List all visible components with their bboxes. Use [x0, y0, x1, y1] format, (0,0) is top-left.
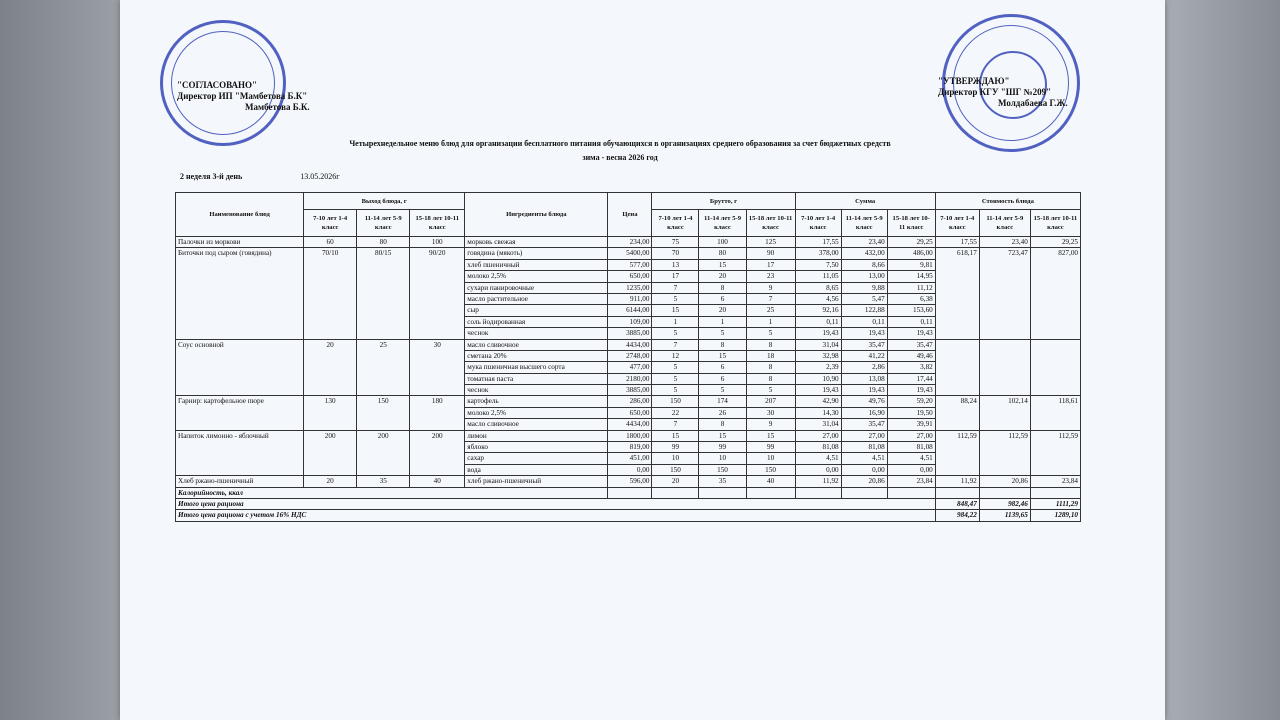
approval-right-position: Директор КГУ "ШГ №209" [938, 87, 1052, 97]
ingredient-sum: 14,95 [887, 271, 935, 282]
ingredient-sum: 35,47 [887, 339, 935, 350]
ingredient-gross: 90 [746, 248, 795, 259]
ingredient-name: сахар [465, 453, 608, 464]
ingredient-sum: 19,43 [887, 385, 935, 396]
dish-name: Палочки из моркови [176, 237, 304, 248]
ingredient-gross: 99 [652, 442, 699, 453]
ingredient-sum: 0,11 [841, 316, 887, 327]
dish-yield: 130 [304, 396, 357, 430]
ingredient-gross: 8 [699, 339, 746, 350]
ingredient-gross: 6 [699, 293, 746, 304]
dish-cost: 88,24 [935, 396, 979, 430]
ingredient-sum: 9,81 [887, 259, 935, 270]
ingredient-sum: 5,47 [841, 293, 887, 304]
ingredient-gross: 15 [652, 305, 699, 316]
ingredient-sum: 27,00 [887, 430, 935, 441]
header-dish-name: Наименование блюд [176, 193, 304, 237]
approval-left-block [177, 80, 310, 113]
ingredient-sum: 13,08 [841, 373, 887, 384]
ingredient-sum: 17,55 [795, 237, 841, 248]
ingredient-sum: 49,46 [887, 350, 935, 361]
table-row [176, 339, 1081, 350]
dish-cost: 112,59 [1030, 430, 1080, 476]
ingredient-price: 577,00 [608, 259, 652, 270]
ingredient-price: 650,00 [608, 271, 652, 282]
ingredient-sum: 23,84 [887, 476, 935, 487]
ingredient-sum: 153,60 [887, 305, 935, 316]
ingredient-sum: 14,30 [795, 407, 841, 418]
ingredient-gross: 8 [699, 419, 746, 430]
dish-yield: 30 [410, 339, 465, 396]
table-row [176, 396, 1081, 407]
ingredient-name: лимон [465, 430, 608, 441]
ingredient-sum: 20,86 [841, 476, 887, 487]
dish-yield: 200 [357, 430, 410, 476]
header-ingredients: Ингредиенты блюда [465, 193, 608, 237]
menu-date: 13.05.2026г [300, 172, 340, 181]
ingredient-name: чеснок [465, 385, 608, 396]
calories-label: Калорийность, ккал [176, 487, 608, 498]
ingredient-name: томатная паста [465, 373, 608, 384]
ingredient-sum: 3,82 [887, 362, 935, 373]
ingredient-name: соль йодированная [465, 316, 608, 327]
ingredient-gross: 174 [699, 396, 746, 407]
ingredient-gross: 23 [746, 271, 795, 282]
ingredient-gross: 20 [699, 305, 746, 316]
dish-name: Биточки под сыром (говядина) [176, 248, 304, 339]
ingredient-sum: 19,43 [841, 385, 887, 396]
ingredient-gross: 207 [746, 396, 795, 407]
ingredient-sum: 10,90 [795, 373, 841, 384]
total-value: 1111,29 [1030, 498, 1080, 509]
dish-yield: 150 [357, 396, 410, 430]
dish-yield: 200 [304, 430, 357, 476]
ingredient-gross: 99 [699, 442, 746, 453]
ingredient-sum: 11,12 [887, 282, 935, 293]
ingredient-gross: 150 [746, 464, 795, 475]
ingredient-gross: 5 [652, 362, 699, 373]
ingredient-name: сыр [465, 305, 608, 316]
ingredient-gross: 18 [746, 350, 795, 361]
ingredient-sum: 486,00 [887, 248, 935, 259]
ingredient-sum: 4,51 [887, 453, 935, 464]
ingredient-sum: 0,11 [887, 316, 935, 327]
ingredient-price: 0,00 [608, 464, 652, 475]
ingredient-sum: 81,08 [887, 442, 935, 453]
ingredient-gross: 5 [652, 373, 699, 384]
menu-table-body [176, 237, 1081, 488]
dish-yield: 90/20 [410, 248, 465, 339]
ingredient-price: 1235,00 [608, 282, 652, 293]
dish-yield: 80/15 [357, 248, 410, 339]
ingredient-sum: 2,86 [841, 362, 887, 373]
ingredient-sum: 16,90 [841, 407, 887, 418]
ingredient-name: картофель [465, 396, 608, 407]
document-title [280, 137, 960, 165]
ingredient-price: 451,00 [608, 453, 652, 464]
dish-cost: 112,59 [935, 430, 979, 476]
header-age-group: 11-14 лет 5-9 класс [699, 210, 746, 237]
ingredient-gross: 8 [746, 339, 795, 350]
dish-cost [935, 339, 979, 396]
ingredient-price: 234,00 [608, 237, 652, 248]
ingredient-price: 1800,00 [608, 430, 652, 441]
ingredient-gross: 17 [746, 259, 795, 270]
vat-total-value: 1139,65 [979, 510, 1030, 521]
ingredient-sum: 41,22 [841, 350, 887, 361]
dish-cost [979, 339, 1030, 396]
ingredient-sum: 122,88 [841, 305, 887, 316]
ingredient-sum: 81,08 [795, 442, 841, 453]
ingredient-sum: 432,00 [841, 248, 887, 259]
ingredient-sum: 32,98 [795, 350, 841, 361]
ingredient-gross: 70 [652, 248, 699, 259]
ingredient-name: масло сливочное [465, 339, 608, 350]
ingredient-price: 650,00 [608, 407, 652, 418]
table-row [176, 430, 1081, 441]
ingredient-gross: 35 [699, 476, 746, 487]
ingredient-sum: 8,65 [795, 282, 841, 293]
ingredient-gross: 5 [746, 328, 795, 339]
ingredient-gross: 1 [652, 316, 699, 327]
ingredient-gross: 7 [652, 282, 699, 293]
title-line-1: Четырехнедельное меню блюд для организации бесплатного питания обучающихся в организациях среднего образования за счет бюджетных средств [349, 139, 891, 148]
ingredient-sum: 13,00 [841, 271, 887, 282]
ingredient-name: яблоко [465, 442, 608, 453]
ingredient-sum: 31,04 [795, 419, 841, 430]
dish-name: Соус основной [176, 339, 304, 396]
ingredient-gross: 5 [652, 293, 699, 304]
ingredient-sum: 19,43 [841, 328, 887, 339]
dish-cost: 827,00 [1030, 248, 1080, 339]
dish-yield: 70/10 [304, 248, 357, 339]
ingredient-sum: 2,39 [795, 362, 841, 373]
dish-name: Напиток лимонно - яблочный [176, 430, 304, 476]
table-row [176, 237, 1081, 248]
dish-cost: 29,25 [1030, 237, 1080, 248]
dish-cost: 618,17 [935, 248, 979, 339]
menu-document [120, 0, 1165, 720]
dish-cost: 20,86 [979, 476, 1030, 487]
dish-name: Гарнир: картофельное пюре [176, 396, 304, 430]
ingredient-price: 286,00 [608, 396, 652, 407]
ingredient-sum: 0,00 [841, 464, 887, 475]
ingredient-gross: 6 [699, 373, 746, 384]
ingredient-gross: 5 [699, 385, 746, 396]
ingredient-name: сухари панировочные [465, 282, 608, 293]
ingredient-gross: 5 [746, 385, 795, 396]
ingredient-name: масло сливочное [465, 419, 608, 430]
ingredient-gross: 8 [746, 373, 795, 384]
approval-right-block [938, 76, 1068, 109]
ingredient-price: 4434,00 [608, 419, 652, 430]
table-row [176, 476, 1081, 487]
ingredient-gross: 13 [652, 259, 699, 270]
dish-yield: 20 [304, 476, 357, 487]
ingredient-name: морковь свежая [465, 237, 608, 248]
approval-left-signature-name: Мамбетова Б.К. [245, 102, 310, 112]
dish-cost: 723,47 [979, 248, 1030, 339]
ingredient-gross: 7 [652, 419, 699, 430]
ingredient-sum: 19,43 [795, 385, 841, 396]
ingredient-gross: 20 [652, 476, 699, 487]
ingredient-name: чеснок [465, 328, 608, 339]
ingredient-gross: 8 [746, 362, 795, 373]
ingredient-gross: 12 [652, 350, 699, 361]
ingredient-gross: 8 [699, 282, 746, 293]
ingredient-sum: 49,76 [841, 396, 887, 407]
ingredient-name: хлеб ржано-пшеничный [465, 476, 608, 487]
vat-total-value: 1289,10 [1030, 510, 1080, 521]
ingredient-sum: 9,88 [841, 282, 887, 293]
dish-yield: 25 [357, 339, 410, 396]
ingredient-sum: 27,00 [841, 430, 887, 441]
ingredient-gross: 10 [746, 453, 795, 464]
table-row [176, 248, 1081, 259]
approval-left-heading: "СОГЛАСОВАНО" [177, 80, 258, 90]
ingredient-gross: 6 [699, 362, 746, 373]
ingredient-sum: 81,08 [841, 442, 887, 453]
approval-left-position: Директор ИП "Мамбетова Б.К" [177, 91, 308, 101]
ingredient-name: мука пшеничная высшего сорта [465, 362, 608, 373]
ingredient-price: 2180,00 [608, 373, 652, 384]
day-label: 2 неделя 3-й день [180, 172, 243, 181]
header-age-group: 15-18 лет 10-11 класс [410, 210, 465, 237]
ingredient-sum: 0,00 [795, 464, 841, 475]
header-age-group: 7-10 лет 1-4 класс [304, 210, 357, 237]
ingredient-price: 477,00 [608, 362, 652, 373]
header-age-group: 15-18 лет 10-11 класс [746, 210, 795, 237]
vat-total-value: 984,22 [935, 510, 979, 521]
ingredient-sum: 35,47 [841, 339, 887, 350]
day-line [180, 172, 395, 181]
ingredient-gross: 80 [699, 248, 746, 259]
ingredient-name: молоко 2,5% [465, 407, 608, 418]
total-label: Итого цена рациона [176, 498, 936, 509]
ingredient-sum: 19,50 [887, 407, 935, 418]
ingredient-sum: 378,00 [795, 248, 841, 259]
ingredient-gross: 20 [699, 271, 746, 282]
ingredient-name: вода [465, 464, 608, 475]
header-age-group: 15-18 лет 10-11 класс [1030, 210, 1080, 237]
approval-right-heading: "УТВЕРЖДАЮ" [938, 76, 1010, 86]
ingredient-name: говядина (мякоть) [465, 248, 608, 259]
title-line-2: зима - весна 2026 год [582, 153, 658, 162]
total-value: 848,47 [935, 498, 979, 509]
ingredient-price: 109,00 [608, 316, 652, 327]
dish-yield: 100 [410, 237, 465, 248]
ingredient-name: хлеб пшеничный [465, 259, 608, 270]
header-age-group: 15-18 лет 10-11 класс [887, 210, 935, 237]
ingredient-sum: 35,47 [841, 419, 887, 430]
ingredient-sum: 4,51 [795, 453, 841, 464]
header-yield: Выход блюда, г [304, 193, 465, 210]
ingredient-sum: 6,38 [887, 293, 935, 304]
header-age-group: 11-14 лет 5-9 класс [357, 210, 410, 237]
vat-total-label: Итого цена рациона с учетом 16% НДС [176, 510, 936, 521]
header-price: Цена [608, 193, 652, 237]
header-sum: Сумма [795, 193, 935, 210]
dish-yield: 35 [357, 476, 410, 487]
dish-yield: 200 [410, 430, 465, 476]
ingredient-gross: 150 [652, 464, 699, 475]
header-age-group: 7-10 лет 1-4 класс [652, 210, 699, 237]
dish-cost: 11,92 [935, 476, 979, 487]
ingredient-gross: 5 [699, 328, 746, 339]
ingredient-sum: 59,20 [887, 396, 935, 407]
ingredient-gross: 100 [699, 237, 746, 248]
header-age-group: 7-10 лет 1-4 класс [795, 210, 841, 237]
dish-yield: 20 [304, 339, 357, 396]
ingredient-gross: 15 [699, 259, 746, 270]
ingredient-gross: 9 [746, 282, 795, 293]
ingredient-gross: 26 [699, 407, 746, 418]
ingredient-sum: 0,11 [795, 316, 841, 327]
header-age-group: 7-10 лет 1-4 класс [935, 210, 979, 237]
ingredient-gross: 10 [652, 453, 699, 464]
ingredient-gross: 7 [652, 339, 699, 350]
ingredient-sum: 11,05 [795, 271, 841, 282]
header-cost: Стоимость блюда [935, 193, 1080, 210]
ingredient-gross: 5 [652, 385, 699, 396]
dish-name: Хлеб ржано-пшеничный [176, 476, 304, 487]
dish-cost: 112,59 [979, 430, 1030, 476]
dish-cost: 102,14 [979, 396, 1030, 430]
desk-background-right [1160, 0, 1280, 720]
dish-cost: 23,84 [1030, 476, 1080, 487]
ingredient-sum: 4,51 [841, 453, 887, 464]
ingredient-gross: 1 [746, 316, 795, 327]
ingredient-price: 3885,00 [608, 328, 652, 339]
dish-cost: 17,55 [935, 237, 979, 248]
total-value: 982,46 [979, 498, 1030, 509]
ingredient-sum: 17,44 [887, 373, 935, 384]
ingredient-sum: 29,25 [887, 237, 935, 248]
ingredient-sum: 23,40 [841, 237, 887, 248]
dish-cost: 23,40 [979, 237, 1030, 248]
ingredient-name: молоко 2,5% [465, 271, 608, 282]
ingredient-gross: 15 [652, 430, 699, 441]
ingredient-gross: 25 [746, 305, 795, 316]
header-gross: Брутто, г [652, 193, 795, 210]
ingredient-price: 6144,00 [608, 305, 652, 316]
ingredient-gross: 40 [746, 476, 795, 487]
desk-background-left [0, 0, 130, 720]
ingredient-gross: 10 [699, 453, 746, 464]
ingredient-sum: 92,16 [795, 305, 841, 316]
ingredient-sum: 11,92 [795, 476, 841, 487]
ingredient-gross: 9 [746, 419, 795, 430]
ingredient-sum: 8,66 [841, 259, 887, 270]
ingredient-sum: 39,91 [887, 419, 935, 430]
ingredient-gross: 5 [652, 328, 699, 339]
ingredient-name: масло растительное [465, 293, 608, 304]
ingredient-sum: 4,56 [795, 293, 841, 304]
ingredient-sum: 0,00 [887, 464, 935, 475]
header-age-group: 11-14 лет 5-9 класс [979, 210, 1030, 237]
dish-yield: 60 [304, 237, 357, 248]
approval-right-signature-name: Молдабаева Г.Ж. [998, 98, 1068, 108]
ingredient-gross: 75 [652, 237, 699, 248]
ingredient-price: 5400,00 [608, 248, 652, 259]
ingredient-gross: 15 [699, 430, 746, 441]
dish-yield: 40 [410, 476, 465, 487]
ingredient-gross: 30 [746, 407, 795, 418]
ingredient-price: 911,00 [608, 293, 652, 304]
ingredient-sum: 19,43 [887, 328, 935, 339]
ingredient-price: 2748,00 [608, 350, 652, 361]
ingredient-sum: 7,50 [795, 259, 841, 270]
ingredient-sum: 27,00 [795, 430, 841, 441]
ingredient-gross: 7 [746, 293, 795, 304]
ingredient-gross: 22 [652, 407, 699, 418]
dish-yield: 80 [357, 237, 410, 248]
menu-table [175, 192, 1081, 522]
ingredient-gross: 150 [652, 396, 699, 407]
ingredient-price: 3885,00 [608, 385, 652, 396]
ingredient-gross: 1 [699, 316, 746, 327]
ingredient-sum: 42,90 [795, 396, 841, 407]
ingredient-sum: 31,04 [795, 339, 841, 350]
ingredient-price: 4434,00 [608, 339, 652, 350]
dish-yield: 180 [410, 396, 465, 430]
ingredient-sum: 19,43 [795, 328, 841, 339]
ingredient-name: сметана 20% [465, 350, 608, 361]
ingredient-gross: 17 [652, 271, 699, 282]
ingredient-gross: 15 [746, 430, 795, 441]
ingredient-gross: 99 [746, 442, 795, 453]
ingredient-gross: 15 [699, 350, 746, 361]
ingredient-gross: 150 [699, 464, 746, 475]
ingredient-price: 596,00 [608, 476, 652, 487]
ingredient-gross: 125 [746, 237, 795, 248]
ingredient-price: 819,00 [608, 442, 652, 453]
header-age-group: 11-14 лет 5-9 класс [841, 210, 887, 237]
dish-cost: 118,61 [1030, 396, 1080, 430]
dish-cost [1030, 339, 1080, 396]
